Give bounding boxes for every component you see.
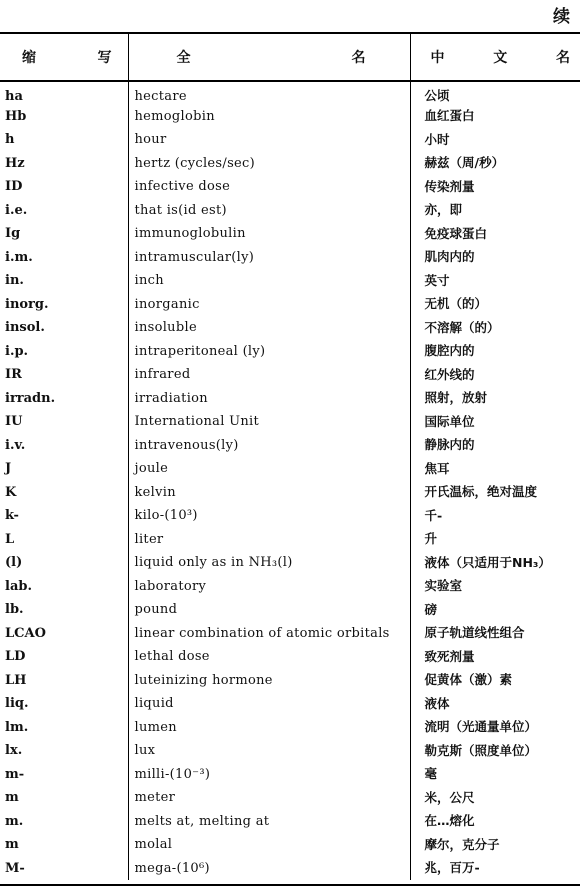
full-name-cell: intravenous(ly) [128, 434, 410, 458]
table-row [0, 340, 580, 364]
table-row [0, 269, 580, 293]
full-name-cell: laboratory [128, 575, 410, 599]
chinese-name-cell: 千- [410, 504, 580, 528]
table-row [0, 410, 580, 434]
chinese-name-cell: 公顷 [410, 81, 580, 105]
table-row [0, 645, 580, 669]
chinese-name-cell: 静脉内的 [410, 434, 580, 458]
chinese-name-cell: 液体（只适用于NH₃） [410, 551, 580, 575]
chinese-name-cell: 无机（的） [410, 293, 580, 317]
header-chinese-name-char: 文 [493, 50, 508, 66]
continued-label: 续 [553, 7, 570, 27]
header-full-name [128, 33, 410, 81]
full-name-cell: lumen [128, 716, 410, 740]
chinese-name-cell: 免疫球蛋白 [410, 222, 580, 246]
full-name-cell: inch [128, 269, 410, 293]
chinese-name-cell: 亦，即 [410, 199, 580, 223]
abbreviation-cell: i.m. [5, 249, 33, 265]
full-name-cell: inorganic [128, 293, 410, 317]
chinese-name-cell: 促黄体（激）素 [410, 669, 580, 693]
table-bottom-rule [0, 884, 580, 886]
full-name-cell: irradiation [128, 387, 410, 411]
table-row [0, 128, 580, 152]
table-row [0, 152, 580, 176]
full-name-cell: intramuscular(ly) [128, 246, 410, 270]
full-name-cell: kelvin [128, 481, 410, 505]
abbreviation-cell: lab. [5, 578, 32, 594]
full-name-cell: molal [128, 833, 410, 857]
full-name-cell: lux [128, 739, 410, 763]
full-name-cell: hour [128, 128, 410, 152]
full-name-cell: intraperitoneal (ly) [128, 340, 410, 364]
table-row [0, 246, 580, 270]
chinese-name-cell: 国际单位 [410, 410, 580, 434]
header-chinese-name-char: 中 [430, 50, 445, 66]
chinese-name-cell: 致死剂量 [410, 645, 580, 669]
chinese-name-cell: 照射，放射 [410, 387, 580, 411]
table-row [0, 669, 580, 693]
table-row [0, 199, 580, 223]
table-row [0, 175, 580, 199]
chinese-name-cell: 血红蛋白 [410, 105, 580, 129]
abbreviation-cell: liq. [5, 696, 29, 712]
table-row [0, 575, 580, 599]
abbreviation-cell: L [5, 531, 15, 547]
abbreviation-cell: insol. [5, 320, 45, 336]
full-name-cell: hertz (cycles/sec) [128, 152, 410, 176]
table-row [0, 786, 580, 810]
chinese-name-cell: 在…熔化 [410, 810, 580, 834]
full-name-cell: hectare [128, 81, 410, 105]
header-abbreviation [0, 33, 128, 81]
table-row [0, 434, 580, 458]
table-row [0, 316, 580, 340]
abbreviation-cell: LD [5, 649, 26, 665]
table-row [0, 833, 580, 857]
chinese-name-cell: 英寸 [410, 269, 580, 293]
full-name-cell: milli-(10⁻³) [128, 763, 410, 787]
table-row [0, 716, 580, 740]
full-name-cell: liquid only as in NH₃(l) [128, 551, 410, 575]
full-name-cell: linear combination of atomic orbitals [128, 622, 410, 646]
chinese-name-cell: 毫 [410, 763, 580, 787]
abbreviation-cell: i.e. [5, 202, 28, 218]
abbreviation-cell: k- [5, 508, 19, 524]
table-row [0, 598, 580, 622]
table-row [0, 457, 580, 481]
abbreviation-cell: in. [5, 273, 24, 289]
header-full-name-char: 名 [351, 50, 366, 66]
full-name-cell: infective dose [128, 175, 410, 199]
abbreviation-cell: m [5, 790, 19, 806]
chinese-name-cell: 原子轨道线性组合 [410, 622, 580, 646]
table-row [0, 551, 580, 575]
full-name-cell: joule [128, 457, 410, 481]
table-row [0, 622, 580, 646]
abbreviation-cell: IU [5, 414, 23, 430]
abbreviation-cell: Ig [5, 226, 21, 242]
abbreviation-cell: LCAO [5, 625, 46, 641]
chinese-name-cell: 实验室 [410, 575, 580, 599]
abbreviation-cell: IR [5, 367, 22, 383]
full-name-cell: kilo-(10³) [128, 504, 410, 528]
chinese-name-cell: 磅 [410, 598, 580, 622]
chinese-name-cell: 小时 [410, 128, 580, 152]
chinese-name-cell: 米，公尺 [410, 786, 580, 810]
chinese-name-cell: 流明（光通量单位） [410, 716, 580, 740]
abbreviation-cell: m. [5, 813, 24, 829]
full-name-cell: insoluble [128, 316, 410, 340]
abbreviation-cell: M- [5, 860, 25, 876]
table-row [0, 504, 580, 528]
full-name-cell: luteinizing hormone [128, 669, 410, 693]
abbreviation-cell: Hb [5, 108, 27, 124]
chinese-name-cell: 兆，百万- [410, 857, 580, 881]
header-chinese-name-char: 名 [556, 50, 570, 66]
table-header-row [0, 33, 580, 81]
table-row [0, 481, 580, 505]
chinese-name-cell: 肌肉内的 [410, 246, 580, 270]
abbreviation-cell: inorg. [5, 296, 49, 312]
abbreviation-cell: m- [5, 766, 25, 782]
abbreviation-cell: (l) [5, 555, 23, 571]
chinese-name-cell: 腹腔内的 [410, 340, 580, 364]
chinese-name-cell: 开氏温标，绝对温度 [410, 481, 580, 505]
chinese-name-cell: 液体 [410, 692, 580, 716]
full-name-cell: pound [128, 598, 410, 622]
table-row [0, 387, 580, 411]
table-row [0, 81, 580, 105]
abbreviation-table [0, 32, 580, 880]
full-name-cell: liter [128, 528, 410, 552]
table-row [0, 857, 580, 881]
chinese-name-cell: 焦耳 [410, 457, 580, 481]
abbreviation-cell: lb. [5, 602, 24, 618]
full-name-cell: infrared [128, 363, 410, 387]
full-name-cell: that is(id est) [128, 199, 410, 223]
table-row [0, 692, 580, 716]
abbreviation-cell: h [5, 132, 15, 148]
chinese-name-cell: 红外线的 [410, 363, 580, 387]
abbreviation-cell: irradn. [5, 390, 56, 406]
abbreviation-cell: J [5, 461, 12, 477]
table-row [0, 105, 580, 129]
abbreviation-cell: m [5, 837, 19, 853]
header-full-name-char: 全 [176, 50, 191, 66]
full-name-cell: melts at, melting at [128, 810, 410, 834]
full-name-cell: immunoglobulin [128, 222, 410, 246]
chinese-name-cell: 传染剂量 [410, 175, 580, 199]
full-name-cell: lethal dose [128, 645, 410, 669]
abbreviation-cell: Hz [5, 155, 25, 171]
full-name-cell: International Unit [128, 410, 410, 434]
full-name-cell: mega-(10⁶) [128, 857, 410, 881]
table-row [0, 528, 580, 552]
chinese-name-cell: 升 [410, 528, 580, 552]
abbreviation-cell: lx. [5, 743, 23, 759]
abbreviation-cell: ID [5, 179, 23, 195]
header-abbreviation-char: 缩 [22, 50, 36, 66]
table-row [0, 293, 580, 317]
table-row [0, 222, 580, 246]
full-name-cell: liquid [128, 692, 410, 716]
full-name-cell: hemoglobin [128, 105, 410, 129]
header-abbreviation-char: 写 [97, 50, 112, 66]
table-row [0, 739, 580, 763]
chinese-name-cell: 摩尔，克分子 [410, 833, 580, 857]
abbreviation-cell: ha [5, 88, 23, 104]
abbreviation-cell: LH [5, 672, 27, 688]
table-body [0, 81, 580, 880]
full-name-cell: meter [128, 786, 410, 810]
abbreviation-cell: i.p. [5, 343, 29, 359]
table-row [0, 763, 580, 787]
header-chinese-name [410, 33, 580, 81]
abbreviation-cell: i.v. [5, 437, 26, 453]
abbreviation-cell: lm. [5, 719, 29, 735]
chinese-name-cell: 赫兹（周/秒） [410, 152, 580, 176]
table-row [0, 810, 580, 834]
chinese-name-cell: 不溶解（的） [410, 316, 580, 340]
table-row [0, 363, 580, 387]
chinese-name-cell: 勒克斯（照度单位） [410, 739, 580, 763]
abbreviation-cell: K [5, 484, 17, 500]
